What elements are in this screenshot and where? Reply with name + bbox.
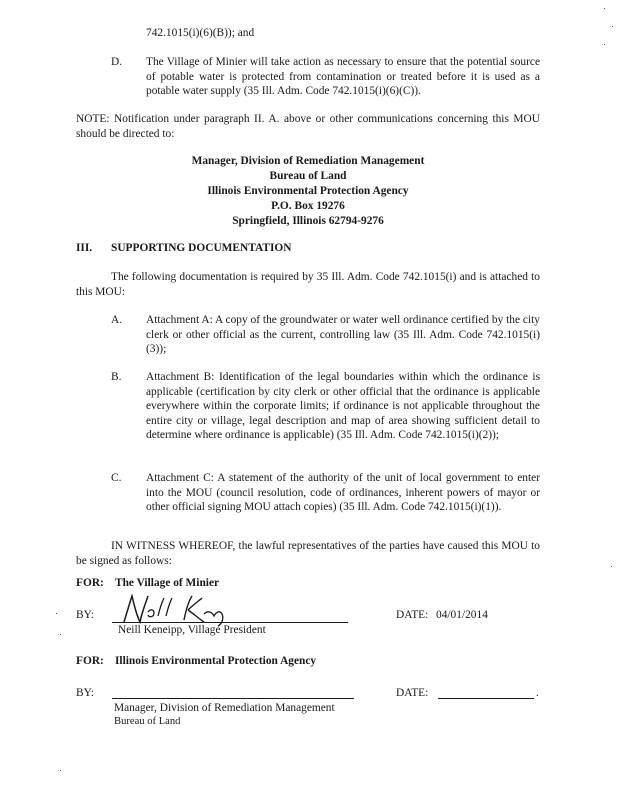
party2-for-label: FOR: xyxy=(76,655,104,667)
section-heading: SUPPORTING DOCUMENTATION xyxy=(111,242,292,254)
party2-signer-line-1: Manager, Division of Remediation Management xyxy=(114,702,335,714)
scan-speck xyxy=(56,613,57,614)
item-d-text: The Village of Minier will take action as necessary to ensure that the potential source of potable water is protected from contamination or treated before it is used as a potable water supply (35 Ill. Adm. Code 742.1015(i)(6)(C)). xyxy=(146,56,540,98)
party2-signature-line xyxy=(112,698,354,699)
witness-paragraph: IN WITNESS WHEREOF, the lawful representatives of the parties have caused this MOU to be signed as follows: xyxy=(76,540,540,567)
address-block xyxy=(76,154,540,229)
scan-speck xyxy=(611,566,612,567)
party2-by-label: BY: xyxy=(76,687,94,699)
party1-name: The Village of Minier xyxy=(115,577,220,589)
section-number: III. xyxy=(76,242,93,254)
scan-speck xyxy=(60,770,61,771)
address-line-5: Springfield, Illinois 62794-9276 xyxy=(232,215,384,227)
item-c-text: Attachment C: A statement of the authority of the unit of local government to enter into the MOU (council resolution, code of ordinances, inherent powers of mayor or other official signing MOU attach copies) (35 Ill. Adm. Code 742.1015(i)(1)). xyxy=(146,472,540,514)
party1-signer: Neill Keneipp, Village President xyxy=(118,624,266,636)
address-line-4: P.O. Box 19276 xyxy=(271,200,345,212)
party2-date-label: DATE: xyxy=(396,687,429,699)
item-a-text: Attachment A: A copy of the groundwater or water well ordinance certified by the city clerk or other official as the current, controlling law (35 Ill. Adm. Code 742.1015(i)(3)); xyxy=(146,314,540,356)
scan-speck xyxy=(604,44,605,45)
item-c-letter: C. xyxy=(111,472,122,484)
address-line-3: Illinois Environmental Protection Agency xyxy=(207,185,409,197)
party2-signer-line-2: Bureau of Land xyxy=(114,716,181,727)
section-intro: The following documentation is required by 35 Ill. Adm. Code 742.1015(i) and is attached to this MOU: xyxy=(76,271,540,298)
note-paragraph: NOTE: Notification under paragraph II. A. above or other communications concerning this MOU should be directed to: xyxy=(76,113,540,140)
party1-date-value: 04/01/2014 xyxy=(436,609,488,621)
party1-for-label: FOR: xyxy=(76,577,104,589)
item-d-letter: D. xyxy=(111,56,123,68)
item-b-letter: B. xyxy=(111,371,122,383)
party1-by-label: BY: xyxy=(76,609,94,621)
address-line-1: Manager, Division of Remediation Management xyxy=(191,155,425,167)
party2-name: Illinois Environmental Protection Agency xyxy=(115,655,317,667)
continuation-line: 742.1015(i)(6)(B)); and xyxy=(146,27,255,39)
address-line-2: Bureau of Land xyxy=(269,170,347,182)
scan-speck xyxy=(60,634,61,635)
party1-date-label: DATE: xyxy=(396,609,429,621)
scan-speck xyxy=(604,8,605,9)
party2-date-end: . xyxy=(536,687,539,699)
item-b-text: Attachment B: Identification of the legal boundaries within which the ordinance is applicable (certification by city clerk or other official that the ordinance is applicable everywhere within the corporate limits; if ordinance is not applicable throughout the entire city or village, legal description and map of area showing sufficient detail to determine where ordinance is applicable) (35 Ill. Adm. Code 742.1015(i)(2)); xyxy=(146,371,540,442)
party2-date-value xyxy=(438,686,534,699)
scan-speck xyxy=(612,26,613,27)
item-a-letter: A. xyxy=(111,314,123,326)
